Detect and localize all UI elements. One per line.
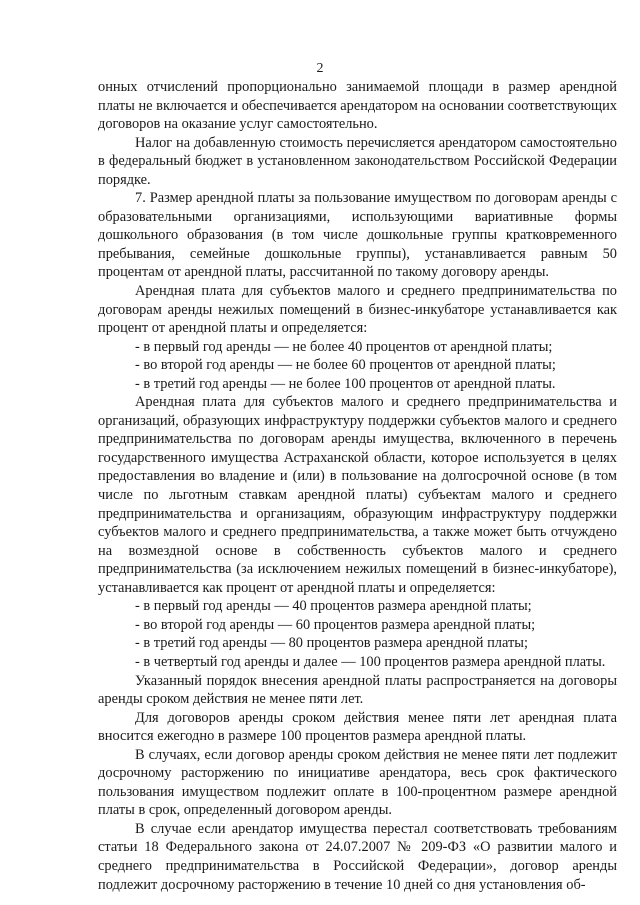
paragraph: Арендная плата для субъектов малого и среднего предпринимательства и организаций, образующих инфраструктуру поддержки субъектов малого и среднего предпринимательства по договорам аренды имущества, включенного в перечень государственного имущества Астраханской области, которое используется в целях предоставления во владение и (или) в пользование на долгосрочной основе (в том числе по льготным ставкам арендной платы) субъектам малого и среднего предпринимательства и организациям, образующим инфраструктуру поддержки субъектов малого и среднего предпринимательства, а также может быть отчуждено на возмездной основе в собственность субъектов малого и среднего предпринимательства (за исключением нежилых помещений в бизнес-инкубаторе), устанавливается как процент от арендной платы и определяется: [98, 394, 617, 596]
document-body [98, 78, 617, 894]
paragraph: онных отчислений пропорционально занимаемой площади в размер арендной платы не включается и обеспечивается арендатором на основании соответствующих договоров на оказание услуг самостоятельно. [98, 79, 617, 133]
list-item: - в первый год аренды — 40 процентов размера арендной платы; [135, 598, 532, 615]
paragraph: 7. Размер арендной платы за пользование имуществом по договорам аренды с образовательными организациями, использующими вариативные формы дошкольного образования (в том числе дошкольные группы кратковременного пребывания, семейные дошкольные группы), устанавливается равным 50 процентам от арендной платы, рассчитанной по такому договору аренды. [98, 190, 617, 281]
list-item: - в третий год аренды — 80 процентов размера арендной платы; [135, 635, 528, 652]
list-item: - в четвертый год аренды и далее — 100 процентов размера арендной платы. [135, 653, 606, 670]
page-number: 2 [316, 61, 324, 76]
paragraph: Арендная плата для субъектов малого и среднего предпринимательства по договорам аренды нежилых помещений в бизнес-инкубаторе устанавливается как процент от арендной платы и определяется: [98, 283, 617, 337]
list-item: - в первый год аренды — не более 40 процентов от арендной платы; [135, 338, 553, 355]
paragraph: В случаях, если договор аренды сроком действия не менее пяти лет подлежит досрочному расторжению по инициативе арендатора, весь срок фактического пользования имуществом подлежит оплате в 100-процентном размере арендной платы в срок, определенный договором аренды. [98, 746, 617, 819]
list-item: - во второй год аренды — не более 60 процентов от арендной платы; [135, 357, 556, 374]
paragraph: Для договоров аренды сроком действия менее пяти лет арендная плата вносится ежегодно в размере 100 процентов размера арендной платы. [98, 709, 617, 745]
list-item: - во второй год аренды — 60 процентов размера арендной платы; [135, 616, 536, 633]
paragraph: Налог на добавленную стоимость перечисляется арендатором самостоятельно в федеральный бюджет в установленном законодательством Российской Федерации порядке. [98, 134, 617, 188]
paragraph: В случае если арендатор имущества перестал соответствовать требованиям статьи 18 Федерального закона от 24.07.2007 № 209-ФЗ «О развитии малого и среднего предпринимательства в Российской Федерации», договор аренды подлежит досрочному расторжению в течение 10 дней со дня установления об- [98, 820, 617, 893]
list-item: - в третий год аренды — не более 100 процентов от арендной платы. [135, 375, 556, 392]
paragraph: Указанный порядок внесения арендной платы распространяется на договоры аренды сроком действия не менее пяти лет. [98, 672, 617, 708]
